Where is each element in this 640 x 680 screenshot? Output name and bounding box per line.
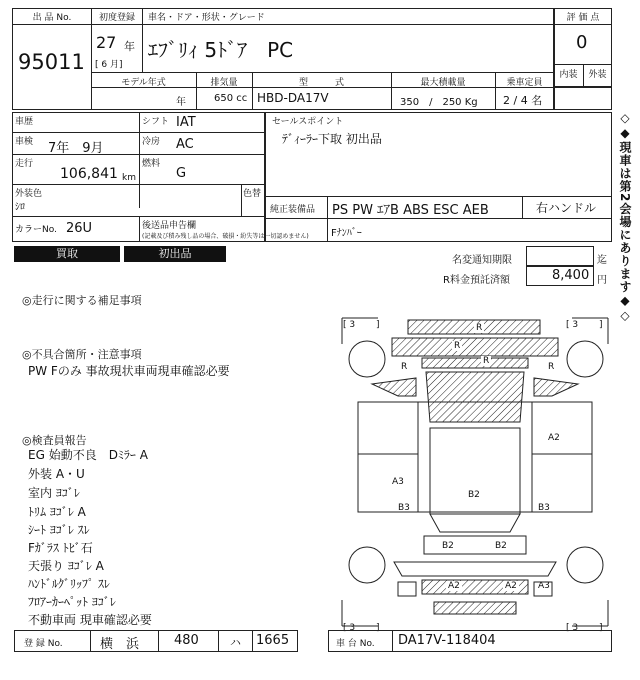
recycle-unit: 円 <box>597 275 607 286</box>
mileage-label: 走行 <box>15 159 34 169</box>
damage-mark: A2 <box>505 581 517 591</box>
type-value: HBD-DA17V <box>257 91 329 105</box>
top-header-line <box>91 24 554 25</box>
model-year-unit: 年 <box>176 97 186 108</box>
ac-value: AC <box>176 137 194 152</box>
displacement-header: 排気量 <box>210 78 238 88</box>
name-label: 車名・ドア・形状・グレード <box>148 13 265 23</box>
corner-br: [ 3 ] <box>566 623 603 633</box>
spec-header-line <box>91 72 554 73</box>
ac-label: 冷房 <box>142 137 161 147</box>
damage-mark: B2 <box>468 490 480 500</box>
driving-notes-title: ◎走行に関する補足事項 <box>22 294 142 307</box>
type-header: 型 式 <box>298 78 344 88</box>
damage-mark: A2 <box>548 433 560 443</box>
row-line-3 <box>12 184 265 185</box>
ext-color-label: 外装色 <box>15 189 43 199</box>
corner-bl: [ 3 ] <box>343 623 380 633</box>
mileage-value: 106,841 <box>60 166 118 182</box>
vehicle-condition-diagram <box>338 314 612 630</box>
equipment-divider <box>327 196 328 218</box>
steering-value: 右ハンドル <box>536 201 597 215</box>
aftermarket-label: 後送品申告欄 <box>142 221 197 231</box>
plate-div4 <box>252 630 253 652</box>
model-year-header: モデル年式 <box>121 78 166 88</box>
vehicle-name: ｴﾌﾞﾘｨ 5ﾄﾞｱ PC <box>148 38 294 62</box>
displacement-value: 650 cc <box>214 93 248 104</box>
inspector-line: ﾄﾘﾑ ﾖｺﾞﾚ A <box>28 505 86 519</box>
first-reg-month: [ 6 月] <box>95 60 123 70</box>
max-load-header: 最大積載量 <box>420 78 466 88</box>
recycle-value: 8,400 <box>552 268 590 283</box>
color-change-label: 色替 <box>243 189 262 199</box>
plate-city: 横 浜 <box>100 637 140 652</box>
first-listing-badge: 初出品 <box>124 246 226 262</box>
inspector-line: 天張り ﾖｺﾞﾚ A <box>28 559 104 573</box>
damage-mark: B3 <box>538 503 550 513</box>
defects-title: ◎不具合箇所・注意事項 <box>22 348 142 361</box>
shift-label: シフト <box>142 117 170 127</box>
damage-mark: R <box>483 356 490 366</box>
damage-mark: B2 <box>495 541 507 551</box>
color-no-value: 26U <box>66 221 93 236</box>
equipment-label: 純正装備品 <box>270 205 316 215</box>
venue-notice: ◇◆現車は第2会場にあります◆◇ <box>618 110 632 324</box>
defects-line: PW Fのみ 事故現状車両現車確認必要 <box>28 364 230 378</box>
row-line-1 <box>12 132 265 133</box>
fuel-value: G <box>176 166 187 181</box>
inspector-line: Fｶﾞﾗｽ ﾄﾋﾞ石 <box>28 541 93 555</box>
plate-div1 <box>90 630 91 652</box>
damage-mark: R <box>476 323 483 333</box>
inspector-line: ﾊﾝﾄﾞﾙｸﾞﾘｯﾌﾟ ｽﾚ <box>28 577 110 591</box>
damage-mark: R <box>548 362 555 372</box>
equipment-value: PS PW ｴｱB ABS ESC AEB <box>332 203 489 218</box>
corner-tr: [ 3 ] <box>566 320 603 330</box>
ext-color-value: ｼﾛ <box>15 202 25 213</box>
inspector-line: EG 始動不良 Dﾐﾗｰ A <box>28 448 148 462</box>
damage-mark: A2 <box>448 581 460 591</box>
purchase-badge: 買取 <box>14 246 120 262</box>
aftermarket-note: (記載及び積み残し品の場合、破損・紛失等は一切認めません) <box>142 233 309 240</box>
grade-line1 <box>554 24 612 25</box>
damage-mark: A3 <box>392 477 404 487</box>
plate-kana: ハ <box>230 636 241 649</box>
history-label: 車歴 <box>15 117 34 127</box>
capacity-header: 乗車定員 <box>506 78 543 88</box>
name-change-suffix: 迄 <box>597 255 607 266</box>
grade-row <box>554 87 612 110</box>
interior-grade-label: 内装 <box>559 70 578 80</box>
name-change-label: 名変通知期限 <box>452 255 512 266</box>
plate-div3 <box>218 630 219 652</box>
lot-divider <box>12 24 92 25</box>
inspector-line: 外装 A・U <box>28 467 85 481</box>
aftermarket-divider-2 <box>327 218 328 242</box>
lot-label: 出 品 No. <box>32 13 72 23</box>
sales-point-value: ﾃﾞｨｰﾗｰ下取 初出品 <box>282 132 382 146</box>
corner-tl: [ 3 ] <box>343 320 380 330</box>
chassis-label: 車 台 No. <box>336 639 375 649</box>
plate-number: 1665 <box>256 633 290 648</box>
chassis-div <box>392 630 393 652</box>
sales-point-label: セールスポイント <box>272 117 344 127</box>
color-change-divider <box>241 184 242 216</box>
steering-divider <box>522 196 523 218</box>
aftermarket-line <box>265 218 612 219</box>
grade-label: 評 価 点 <box>566 13 600 23</box>
damage-mark: R <box>401 362 408 372</box>
aftermarket-value: Fﾅﾝﾊﾞｰ <box>331 228 362 239</box>
mileage-unit: km <box>122 173 136 183</box>
first-reg-year: 27 <box>96 33 117 52</box>
inspector-line: ｼｰﾄ ﾖｺﾞﾚ ｽﾚ <box>28 523 90 537</box>
chassis-value: DA17V-118404 <box>398 633 496 648</box>
grade-value: 0 <box>576 32 588 53</box>
first-reg-label: 初度登録 <box>98 13 135 23</box>
damage-mark: A3 <box>538 581 550 591</box>
recycle-label: R料金預託済額 <box>443 275 510 286</box>
max-load-value: 350 / 250 Kg <box>400 97 478 108</box>
shift-value: IAT <box>176 115 196 130</box>
damage-mark: B2 <box>442 541 454 551</box>
first-reg-year-unit: 年 <box>124 40 135 53</box>
plate-label: 登 録 No. <box>24 639 63 649</box>
inspector-line: 不動車両 現車確認必要 <box>28 613 152 627</box>
aftermarket-divider <box>139 216 140 242</box>
inspector-title: ◎検査員報告 <box>22 434 87 447</box>
exterior-grade-label: 外装 <box>588 70 607 80</box>
equipment-line <box>265 196 612 197</box>
lot-number: 95011 <box>18 50 85 74</box>
name-change-box <box>526 246 594 266</box>
inspection-label: 車検 <box>15 137 34 147</box>
capacity-value: 2 / 4 名 <box>503 94 543 107</box>
damage-mark: B3 <box>398 503 410 513</box>
plate-div2 <box>158 630 159 652</box>
inspector-line: 室内 ﾖｺﾞﾚ <box>28 486 80 500</box>
row-line-2 <box>12 154 265 155</box>
fuel-label: 燃料 <box>142 159 161 169</box>
damage-mark: R <box>454 341 461 351</box>
color-no-label: カラーNo. <box>15 225 57 235</box>
inspector-line: ﾌﾛｱｰｶｰﾍﾟｯﾄ ﾖｺﾞﾚ <box>28 595 116 609</box>
inspection-value: 7年 9月 <box>48 141 104 156</box>
plate-class: 480 <box>174 633 199 648</box>
shift-divider <box>139 112 140 208</box>
